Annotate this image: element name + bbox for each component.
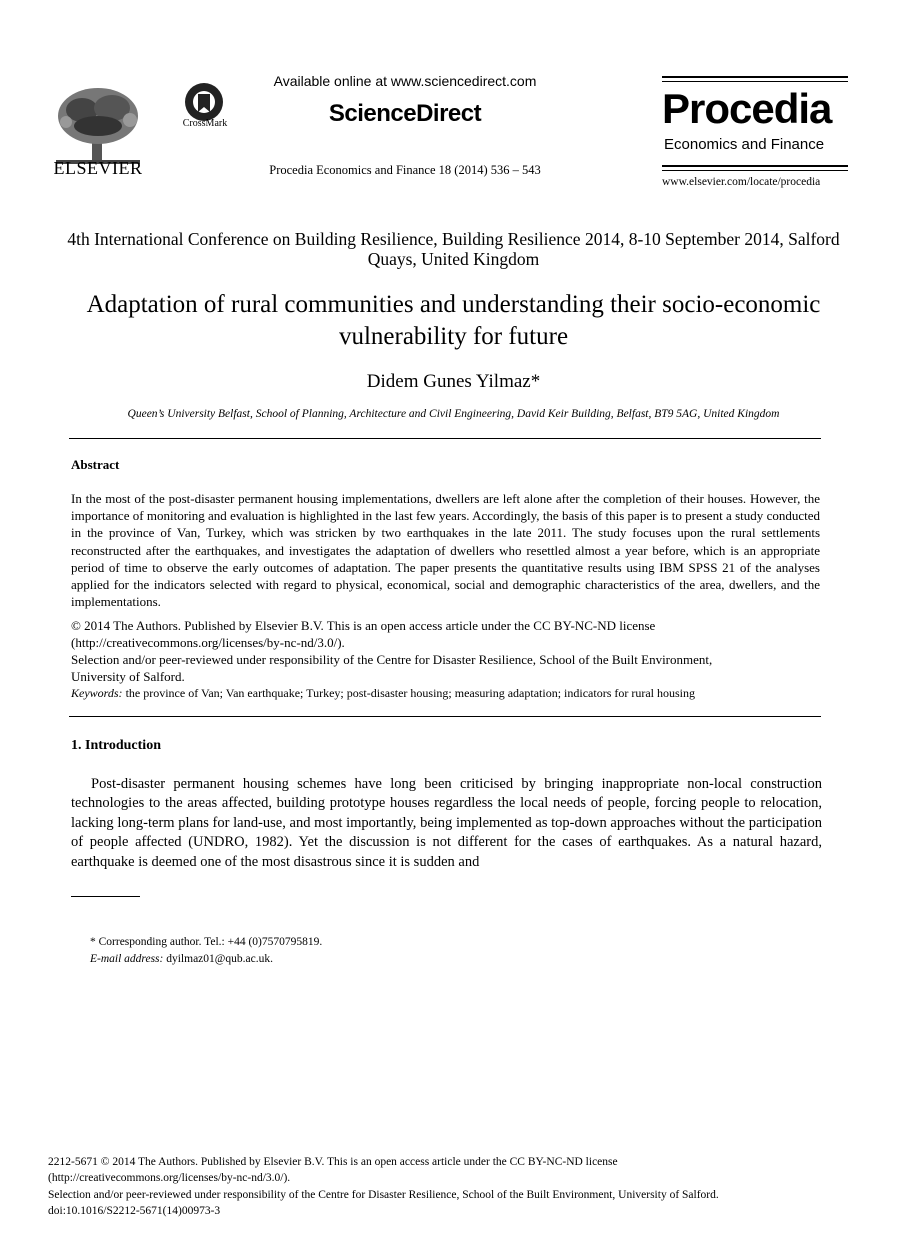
section-divider [69, 716, 821, 717]
procedia-rule [662, 165, 848, 167]
corresponding-author: * Corresponding author. Tel.: +44 (0)7570795819. [90, 936, 323, 948]
license-link[interactable]: (http://creativecommons.org/licenses/by-nc-nd/3.0/). [71, 635, 345, 650]
introduction-body: Post-disaster permanent housing schemes have long been criticised by bringing inappropriate non-local construction technologies to the areas affected, building prototype houses regardless the local needs of people, forcing people to relocation, lacking long-term plans for land-use, and most importantly, being implemented as top-down approaches without the participation of people affected (UNDRO, 1982). Yet the discussion is not different for the cases of earthquakes. As a natural hazard, earthquake is deemed one of the most disastrous since it is sudden and [71, 776, 822, 870]
paper-title: Adaptation of rural communities and understanding their socio-economic vulnerability for future [86, 291, 821, 350]
sciencedirect-logo[interactable]: ScienceDirect [328, 100, 482, 127]
procedia-url[interactable]: www.elsevier.com/locate/procedia [662, 176, 821, 188]
author-name: Didem Gunes Yilmaz* [366, 371, 541, 392]
procedia-subtitle: Economics and Finance [664, 136, 825, 153]
email-label: E-mail address: [90, 953, 164, 965]
conference-name: 4th International Conference on Building Resilience, Building Resilience 2014, 8-10 September 2014, Salford Quays, United Kingdom [67, 229, 840, 269]
author-affiliation: Queen’s University Belfast, School of Planning, Architecture and Civil Engineering, David Keir Building, Belfast, BT9 5AG, United Kingdom [127, 408, 780, 420]
email-address[interactable]: dyilmaz01@qub.ac.uk. [163, 953, 273, 965]
keywords [71, 686, 831, 701]
journal-reference: Procedia Economics and Finance 18 (2014) 536 – 543 [269, 163, 541, 177]
section-divider [69, 438, 821, 439]
crossmark-label: CrossMark [182, 118, 228, 129]
doi[interactable]: doi:10.1016/S2212-5671(14)00973-3 [48, 1205, 221, 1217]
copyright-line: © 2014 The Authors. Published by Elsevier B.V. This is an open access article under the CC BY-NC-ND license [71, 618, 656, 633]
issn-copyright: 2212-5671 © 2014 The Authors. Published by Elsevier B.V. This is an open access article under the CC BY-NC-ND license [48, 1156, 618, 1168]
footnote-rule [71, 896, 140, 897]
peer-review-line: Selection and/or peer-reviewed under responsibility of the Centre for Disaster Resilience, School of the Built Environment, [71, 652, 713, 667]
procedia-logo: Procedia [662, 85, 832, 132]
procedia-rule [662, 170, 848, 171]
email-line [90, 953, 273, 965]
procedia-rule [662, 76, 848, 78]
available-online: Available online at www.sciencedirect.com [273, 73, 537, 89]
license-link[interactable]: (http://creativecommons.org/licenses/by-nc-nd/3.0/). [48, 1172, 291, 1184]
procedia-rule [662, 81, 848, 82]
abstract-body: In the most of the post-disaster permanent housing implementations, dwellers are left alone after the completion of their houses. However, the importance of monitoring and evaluation is highlighted in the last few years. Accordingly, the basis of this paper is to present a study conducted in the province of Van, Turkey, which was stricken by two earthquakes in the late 2011. The study focuses upon the rural settlements reconstructed after the earthquakes, and investigates the adaptation of dwellers who resettled almost a year before, which is an appropriate period of time to observe the early outcomes of adaptation. The paper presents the quantitative results using IBM SPSS 21 of the analyses applied for the indicators selected with regard to physical, economical, social and demographic characteristics of the area, dwellers, and the implementations. [71, 491, 820, 610]
peer-review-line: University of Salford. [71, 669, 185, 684]
elsevier-wordmark: ELSEVIER [53, 158, 143, 178]
keywords-list: the province of Van; Van earthquake; Turkey; post-disaster housing; measuring adaptation; indicators for rural housing [122, 686, 696, 700]
abstract-heading: Abstract [71, 457, 120, 472]
introduction-heading: 1. Introduction [71, 738, 161, 753]
peer-review-notice: Selection and/or peer-reviewed under responsibility of the Centre for Disaster Resilience, School of the Built Environment, University of Salford. [48, 1189, 719, 1201]
keywords-label: Keywords: [71, 686, 123, 700]
